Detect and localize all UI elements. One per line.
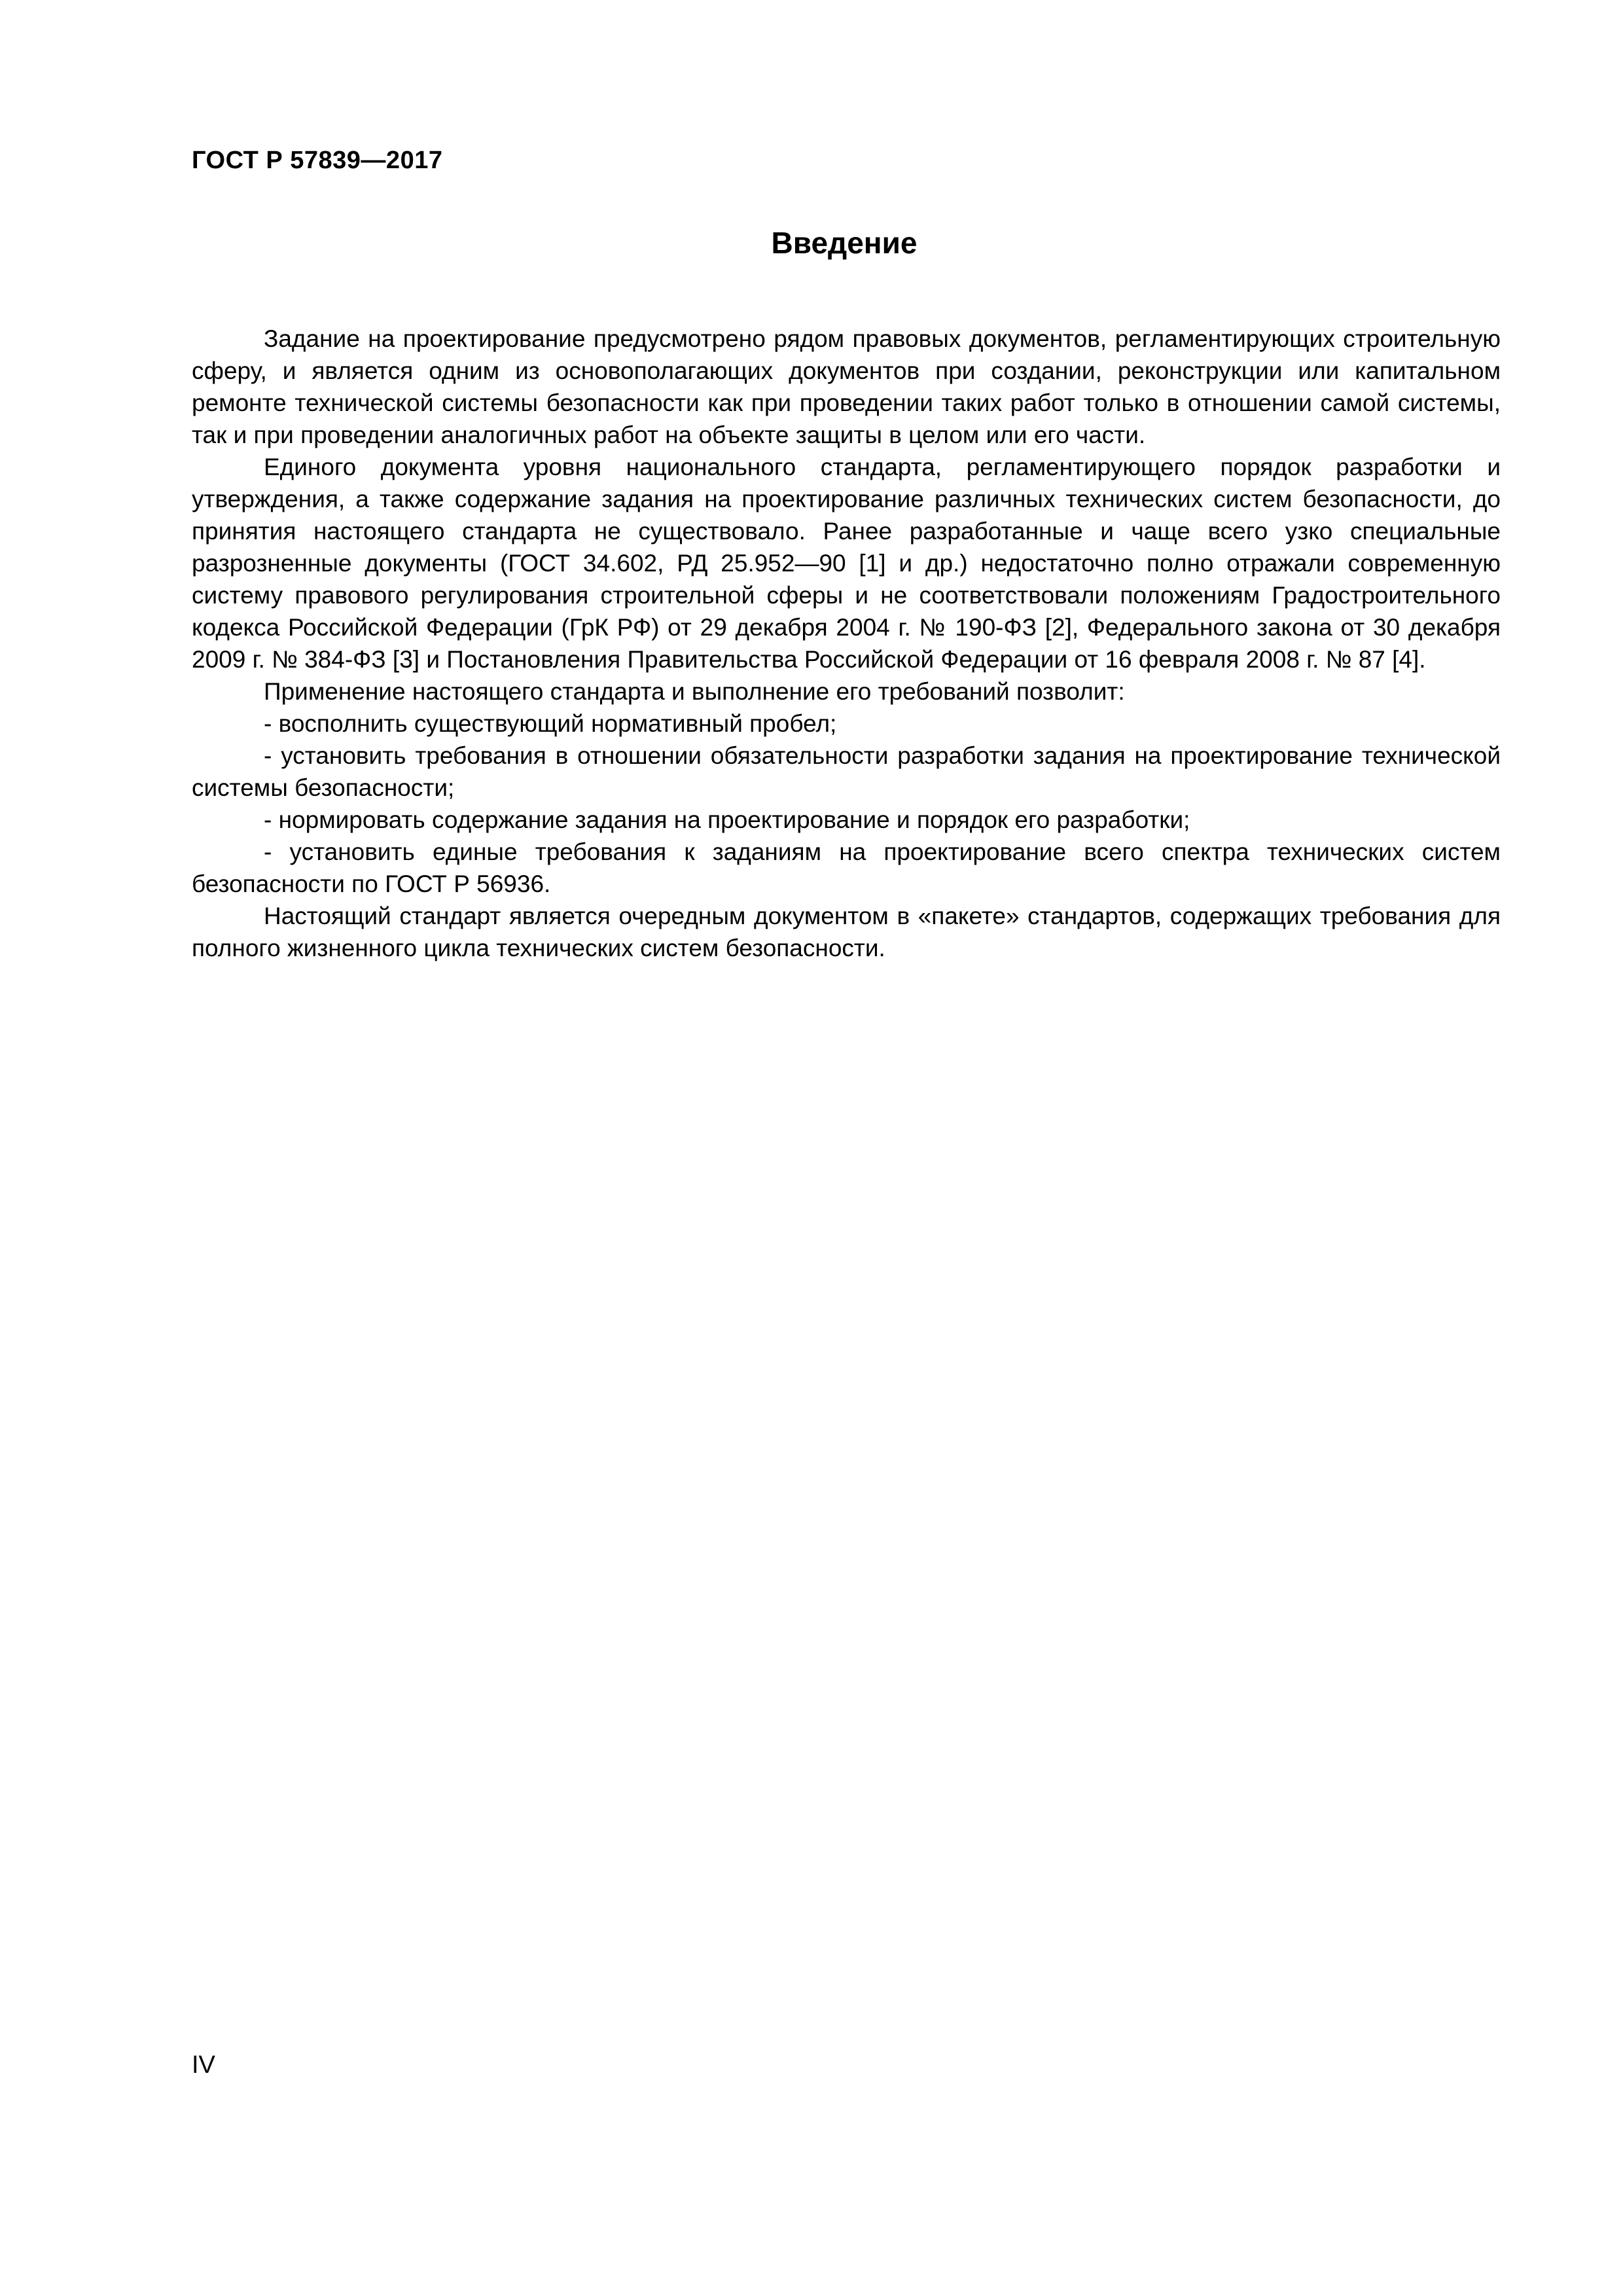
- paragraph-no-standard: Единого документа уровня национального стандарта, регламентирующего порядок разработки и утверждения, а также содержание задания на проектирование различных технических систем безопасности, до принятия настоящего стандарта не существовало. Ранее разработанные и чаще всего узко специальные разрозненные документы (ГОСТ 34.602, РД 25.952—90 [1] и др.) недостаточно полно отражали современную систему правового регулирования строительной сферы и не соответствовали положениям Градостроительного кодекса Российской Федерации (ГрК РФ) от 29 декабря 2004 г. № 190-ФЗ [2], Федерального закона от 30 декабря 2009 г. № 384-ФЗ [3] и Постановления Правительства Российской Федерации от 16 февраля 2008 г. № 87 [4].: [192, 454, 1501, 673]
- paragraph-intro-task: Задание на проектирование предусмотрено рядом правовых документов, регламентирующих строительную сферу, и является одним из основополагающих документов при создании, реконструкции или капитальном ремонте технической системы безопасности как при проведении таких работ только в отношении самой системы, так и при проведении аналогичных работ на объекте защиты в целом или его части.: [192, 325, 1501, 448]
- standard-code-header: ГОСТ Р 57839—2017: [192, 147, 443, 174]
- page-number: IV: [192, 2051, 215, 2079]
- section-title: Введение: [771, 226, 918, 260]
- introduction-body: [192, 323, 1501, 964]
- list-item: - нормировать содержание задания на проектирование и порядок его разработки;: [264, 806, 1190, 833]
- list-item: - восполнить существующий нормативный пробел;: [264, 710, 837, 737]
- paragraph-application: Применение настоящего стандарта и выполнение его требований позволит:: [264, 678, 1125, 705]
- list-item: - установить единые требования к заданиям на проектирование всего спектра технических систем безопасности по ГОСТ Р 56936.: [192, 838, 1501, 897]
- paragraph-package: Настоящий стандарт является очередным документом в «пакете» стандартов, содержащих требования для полного жизненного цикла технических систем безопасности.: [192, 903, 1501, 961]
- list-item: - установить требования в отношении обязательности разработки задания на проектирование технической системы безопасности;: [192, 742, 1501, 801]
